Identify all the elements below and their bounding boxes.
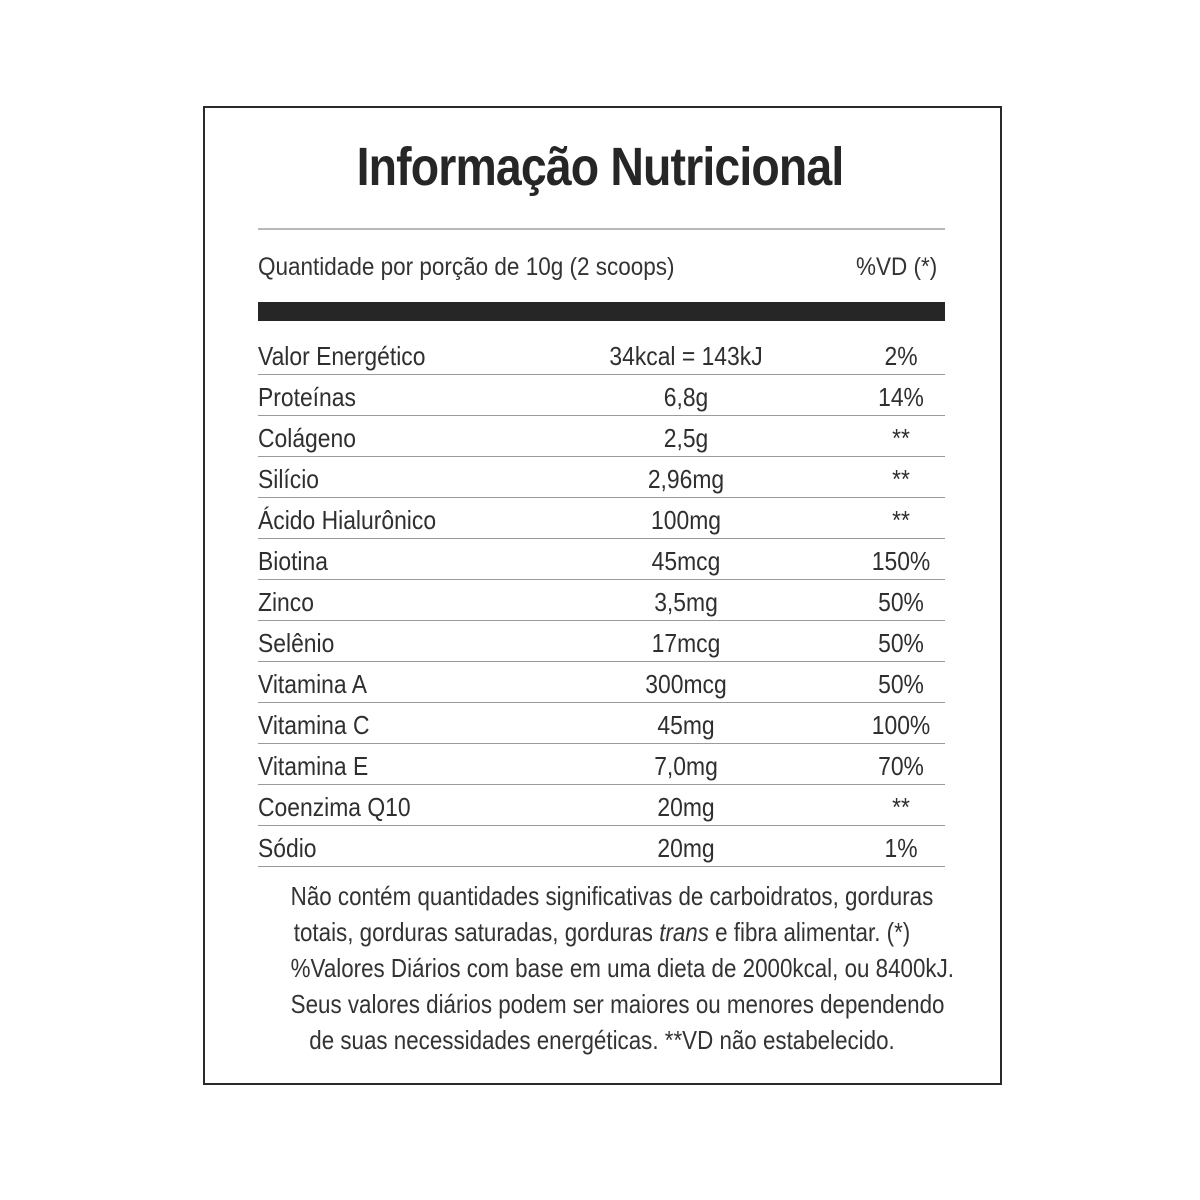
nutrient-row	[258, 416, 945, 457]
nutrient-amount: 20mg	[657, 792, 715, 822]
nutrient-row	[258, 580, 945, 621]
nutrient-daily-value: 70%	[878, 751, 924, 781]
nutrient-row	[258, 703, 945, 744]
footnote-line: %Valores Diários com base em uma dieta de 2000kcal, ou 8400kJ.	[290, 953, 954, 983]
nutrient-name: Biotina	[258, 546, 328, 576]
nutrient-daily-value: **	[892, 423, 910, 453]
nutrient-row	[258, 375, 945, 416]
nutrient-daily-value: 50%	[878, 669, 924, 699]
footnote-text: e fibra alimentar. (*)	[708, 917, 911, 947]
nutrient-row	[258, 744, 945, 785]
footnote	[240, 878, 964, 1058]
nutrient-daily-value: **	[892, 505, 910, 535]
serving-header	[258, 250, 945, 284]
nutrient-row	[258, 621, 945, 662]
header-thick-bar	[258, 302, 945, 321]
nutrient-amount: 7,0mg	[654, 751, 718, 781]
nutrient-amount: 45mcg	[651, 546, 721, 576]
nutrient-name: Vitamina E	[258, 751, 369, 781]
nutrient-row	[258, 334, 945, 375]
nutrient-name: Silício	[258, 464, 320, 494]
nutrient-amount: 300mcg	[645, 669, 727, 699]
nutrient-amount: 20mg	[657, 833, 715, 863]
nutrient-amount: 6,8g	[663, 382, 709, 412]
nutrient-row	[258, 498, 945, 539]
nutrient-name: Vitamina C	[258, 710, 370, 740]
nutrient-amount: 100mg	[651, 505, 721, 535]
nutrient-name: Valor Energético	[258, 341, 426, 371]
nutrient-row	[258, 539, 945, 580]
nutrient-row	[258, 662, 945, 703]
nutrient-daily-value: 2%	[884, 341, 918, 371]
nutrient-amount: 2,96mg	[647, 464, 725, 494]
nutrient-name: Colágeno	[258, 423, 356, 453]
nutrient-row	[258, 826, 945, 867]
footnote-text: totais, gorduras saturadas, gorduras	[293, 917, 660, 947]
footnote-line: de suas necessidades energéticas. **VD não estabelecido.	[309, 1025, 895, 1055]
nutrient-amount: 3,5mg	[654, 587, 718, 617]
nutrient-daily-value: 50%	[878, 628, 924, 658]
nutrient-row	[258, 785, 945, 826]
nutrient-daily-value: **	[892, 464, 910, 494]
footnote-line: Não contém quantidades significativas de carboidratos, gorduras	[290, 881, 934, 911]
label-title: Informação Nutricional	[356, 137, 844, 197]
serving-size-label: Quantidade por porção de 10g (2 scoops)	[258, 253, 675, 281]
nutrient-name: Proteínas	[258, 382, 356, 412]
nutrient-name: Sódio	[258, 833, 317, 863]
nutrient-name: Ácido Hialurônico	[258, 505, 437, 535]
nutrient-name: Selênio	[258, 628, 335, 658]
nutrient-name: Coenzima Q10	[258, 792, 411, 822]
nutrient-amount: 45mg	[657, 710, 715, 740]
nutrient-table	[258, 334, 945, 867]
nutrient-daily-value: 50%	[878, 587, 924, 617]
footnote-italic-text: trans	[659, 917, 709, 947]
nutrient-daily-value: 14%	[878, 382, 924, 412]
nutrient-amount: 2,5g	[663, 423, 709, 453]
nutrient-name: Zinco	[258, 587, 314, 617]
nutrient-row	[258, 457, 945, 498]
nutrient-daily-value: **	[892, 792, 910, 822]
footnote-line: Seus valores diários podem ser maiores ou menores dependendo	[290, 989, 945, 1019]
title-divider	[258, 228, 945, 230]
nutrient-daily-value: 100%	[871, 710, 931, 740]
nutrient-amount: 17mcg	[651, 628, 721, 658]
nutrient-amount: 34kcal = 143kJ	[609, 341, 763, 371]
nutrient-name: Vitamina A	[258, 669, 367, 699]
daily-value-header: %VD (*)	[855, 253, 937, 281]
nutrient-daily-value: 1%	[884, 833, 918, 863]
footnote-line	[291, 914, 914, 950]
nutrient-daily-value: 150%	[871, 546, 931, 576]
